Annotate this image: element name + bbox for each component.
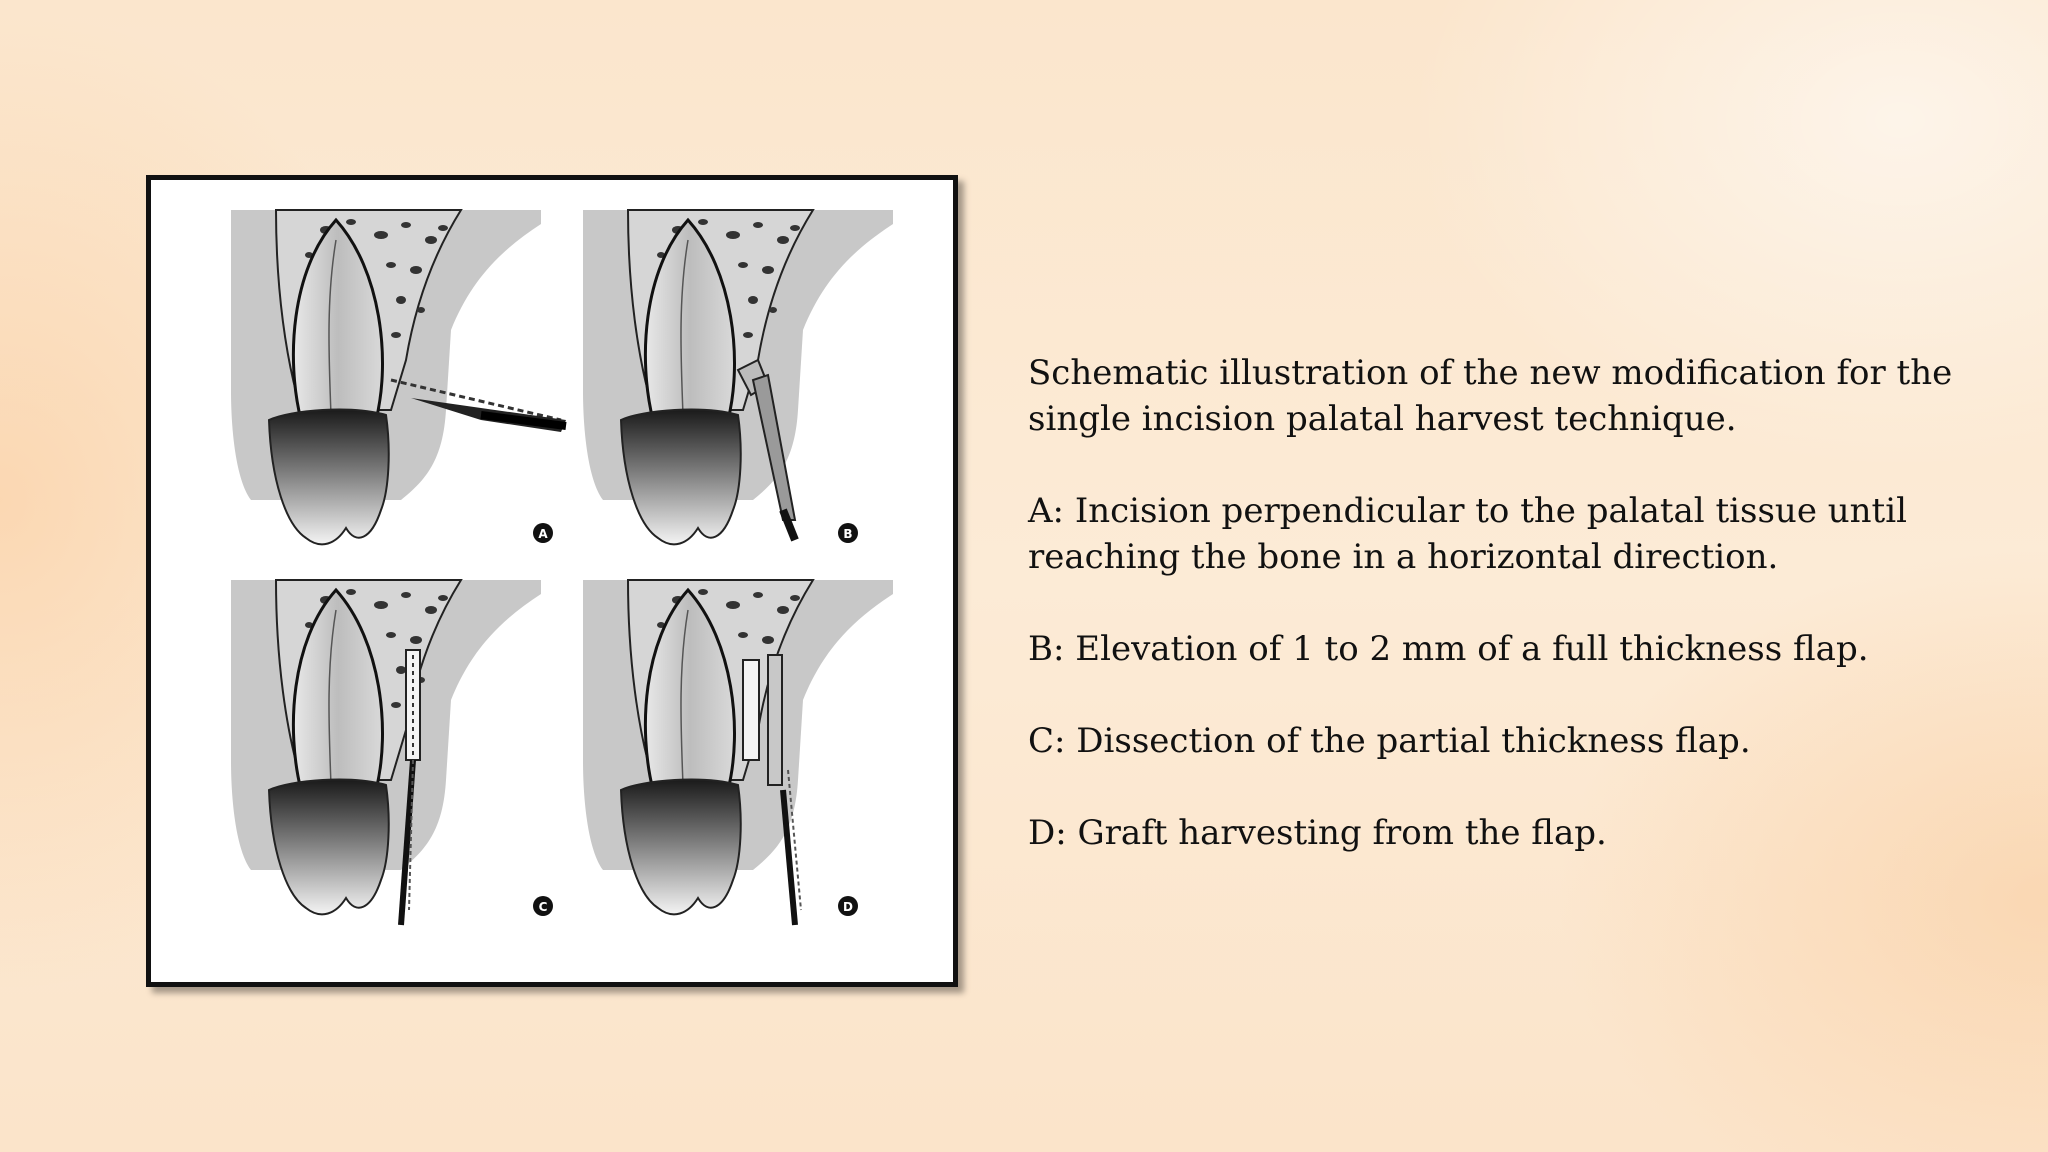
- panel-a-illustration: [231, 210, 566, 544]
- panel-d-label: D: [843, 900, 853, 914]
- panel-b-label: B: [843, 527, 853, 541]
- caption-intro: Schematic illustration of the new modification for the single incision palatal harvest technique.: [1028, 353, 1953, 439]
- caption-step-d: D: Graft harvesting from the flap.: [1028, 813, 1607, 853]
- panel-c-label-badge: [533, 896, 553, 916]
- panel-a-label: A: [538, 527, 548, 541]
- panel-b-illustration: [583, 210, 893, 544]
- panel-c-label: C: [538, 900, 548, 914]
- schematic-figure: [146, 175, 958, 987]
- caption-step-b: B: Elevation of 1 to 2 mm of a full thickness flap.: [1028, 629, 1869, 669]
- caption-step-a: A: Incision perpendicular to the palatal tissue until reaching the bone in a horizontal direction.: [1028, 491, 1907, 577]
- panel-b-label-badge: [838, 523, 858, 543]
- panel-d-illustration: [583, 580, 893, 925]
- panel-a-label-badge: [533, 523, 553, 543]
- caption-step-c: C: Dissection of the partial thickness flap.: [1028, 721, 1751, 761]
- schematic-figure-svg: [151, 180, 953, 982]
- figure-caption: [1028, 350, 2018, 902]
- panel-d-label-badge: [838, 896, 858, 916]
- panel-c-illustration: [231, 580, 541, 925]
